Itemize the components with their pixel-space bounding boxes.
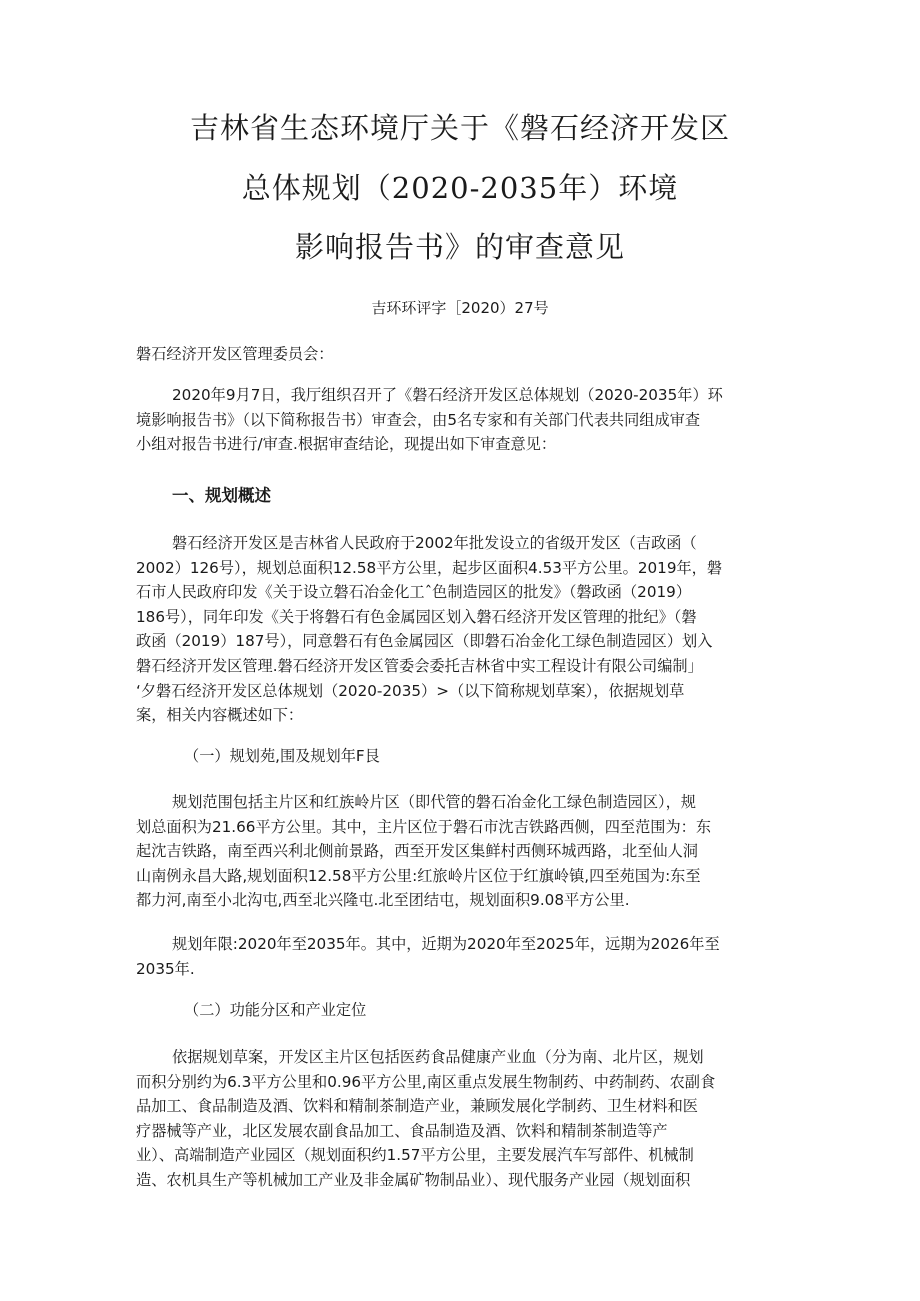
- paragraph-line: 2002）126号），规划总面积12.58平方公里，起步区面积4.53平方公里。2019年，磐: [136, 558, 723, 577]
- plan-period-paragraph: [136, 932, 784, 981]
- intro-line: 2020年9月7日，我厅组织召开了《磐石经济开发区总体规划（2020-2035年）环: [172, 386, 723, 404]
- document-number: 吉环环评字［2020）27号: [371, 299, 549, 317]
- paragraph-line: 疗器械等产业，北区发展农副食品加工、食品制造及酒、饮料和精制茶制造等产: [136, 1121, 668, 1140]
- addressee-text: 磐石经济开发区管理委员会：: [136, 345, 334, 363]
- paragraph-line: 起沈吉铁路，南至西兴利北侧前景路，西至开发区集鲜村西侧环城西路，北至仙人洞: [136, 842, 698, 861]
- paragraph-line: 186号），同年印发《关于将磐石有色金属园区划入磐石经济开发区管理的批纪》（磐: [136, 607, 697, 626]
- paragraph-line: 依据规划草案，开发区主片区包括医药食品健康产业血（分为南、北片区，规划: [172, 1048, 704, 1066]
- paragraph-line: 磐石经济开发区管理.磐石经济开发区管委会委托吉林省中实工程设计有限公司编制」: [136, 656, 703, 675]
- paragraph-line: 划总面积为21.66平方公里。其中，主片区位于磐石市沈吉铁路西侧，四至范围为：东: [136, 817, 712, 836]
- paragraph-line: 规划范围包括主片区和红族岭片区（即代管的磐石冶金化工绿色制造园区），规: [172, 793, 696, 811]
- paragraph-line: 规划年限:2020年至2035年。其中，近期为2020年至2025年，远期为2026年至: [172, 935, 720, 953]
- paragraph-line: 2035年.: [136, 959, 195, 978]
- paragraph-line: 山南例永昌大路,规划面积12.58平方公里:红旅岭片区位于红旗岭镇,四至苑国为:东至: [136, 866, 701, 885]
- intro-line: 小组对报告书进行/审查.根据审查结论，现提出如下审查意见：: [136, 435, 557, 454]
- section-1-heading: 一、规划概述: [172, 486, 271, 505]
- paragraph-line: 业）、高端制造产业园区（规划面积约1.57平方公里，主要发展汽车写部件、机械制: [136, 1146, 694, 1165]
- subsection-2-heading: （二）功能分区和产业定位: [184, 1001, 367, 1019]
- intro-paragraph: [136, 383, 784, 457]
- subsection-1-paragraph: [136, 790, 784, 913]
- paragraph-line: 品加工、食品制造及酒、饮料和精制茶制造产业，兼顾发展化学制药、卫生材料和医: [136, 1097, 698, 1116]
- paragraph-line: 磐石经济开发区是吉林省人民政府于2002年批发设立的省级开发区（吉政函（: [172, 534, 697, 552]
- section-1-paragraph: [136, 531, 784, 728]
- document-title-line-3: 影响报告书》的审查意见: [294, 230, 625, 264]
- paragraph-line: 而积分别约为6.3平方公里和0.96平方公里,南区重点发展生物制药、中药制药、农副食: [136, 1072, 716, 1091]
- intro-line: 境影响报告书》（以下简称报告书）审查会，由5名专家和有关部门代表共同组成审查: [136, 410, 701, 429]
- paragraph-line: 政函（2019）187号），同意磐石有色金属园区（即磐石冶金化工绿色制造园区）划入: [136, 632, 713, 651]
- subsection-1-heading: （一）规划苑,围及规划年F艮: [184, 747, 380, 765]
- paragraph-line: ‘夕磐石经济开发区总体规划（2020-2035）>（以下简称规划草案），依据规划草: [136, 681, 685, 700]
- paragraph-line: 都力河,南至小北沟屯,西至北兴隆屯.北至团结屯，规划面积9.08平方公里.: [136, 891, 630, 910]
- paragraph-line: 石市人民政府印发《关于设立磐石冶金化工ˆ色制造园区的批发》（磐政函（2019）: [136, 583, 692, 602]
- paragraph-line: 案，相关内容概述如下：: [136, 706, 304, 725]
- document-title-line-2: 总体规划（2020-2035年）环境: [241, 171, 679, 205]
- addressee: [136, 342, 784, 367]
- subsection-2-paragraph: [136, 1045, 784, 1193]
- document-title-line-1: 吉林省生态环境厅关于《磐石经济开发区: [189, 111, 730, 145]
- paragraph-line: 造、农机具生产等机械加工产业及非金属矿物制品业）、现代服务产业园（规划面积: [136, 1170, 691, 1189]
